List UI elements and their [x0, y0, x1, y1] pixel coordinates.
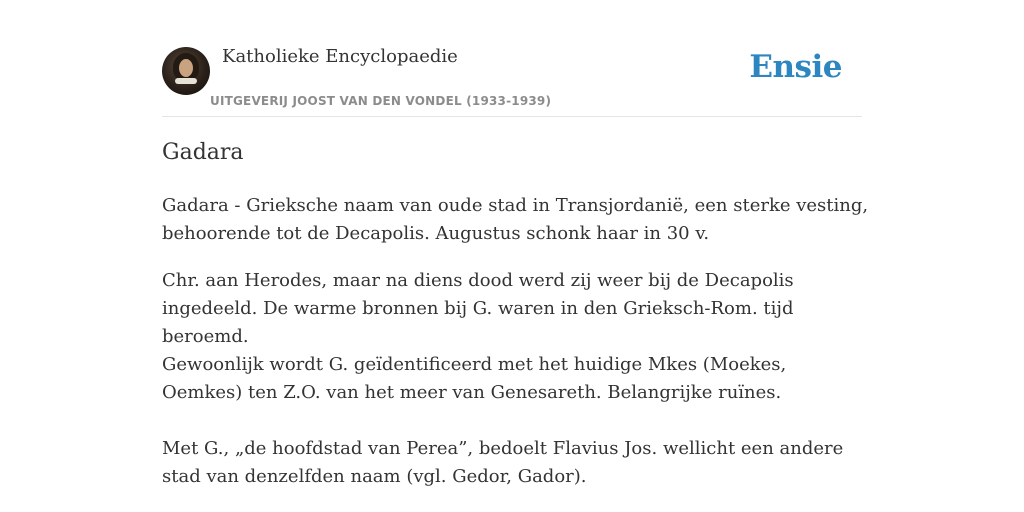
brand-logo[interactable]: Ensie	[749, 49, 842, 85]
article-paragraph-3: Gewoonlijk wordt G. geïdentificeerd met het huidige Mkes (Moekes, Oemkes) ten Z.O. van het meer van Genesareth. Belangrijke ruïnes.	[162, 354, 787, 403]
avatar-collar	[175, 78, 197, 84]
article-paragraph-1: Gadara - Grieksche naam van oude stad in Transjordanië, een sterke vesting, behoorende tot de Decapolis. Augustus schonk haar in 30 v.	[162, 195, 869, 244]
avatar-face	[179, 59, 193, 77]
site-title[interactable]: Katholieke Encyclopaedie	[222, 46, 458, 67]
article-paragraph-2: Chr. aan Herodes, maar na diens dood werd zij weer bij de Decapolis ingedeeld. De warme bronnen bij G. waren in den Grieksch-Rom. tijd beroemd.	[162, 270, 794, 347]
portrait-avatar-icon[interactable]	[162, 47, 210, 95]
page-title: Gadara	[162, 140, 244, 165]
site-header	[162, 44, 862, 117]
article-paragraph-4: Met G., „de hoofdstad van Perea”, bedoelt Flavius Jos. wellicht een andere stad van denzelfden naam (vgl. Gedor, Gador).	[162, 438, 844, 487]
publisher-label: UITGEVERIJ JOOST VAN DEN VONDEL (1933-1939)	[210, 94, 552, 108]
